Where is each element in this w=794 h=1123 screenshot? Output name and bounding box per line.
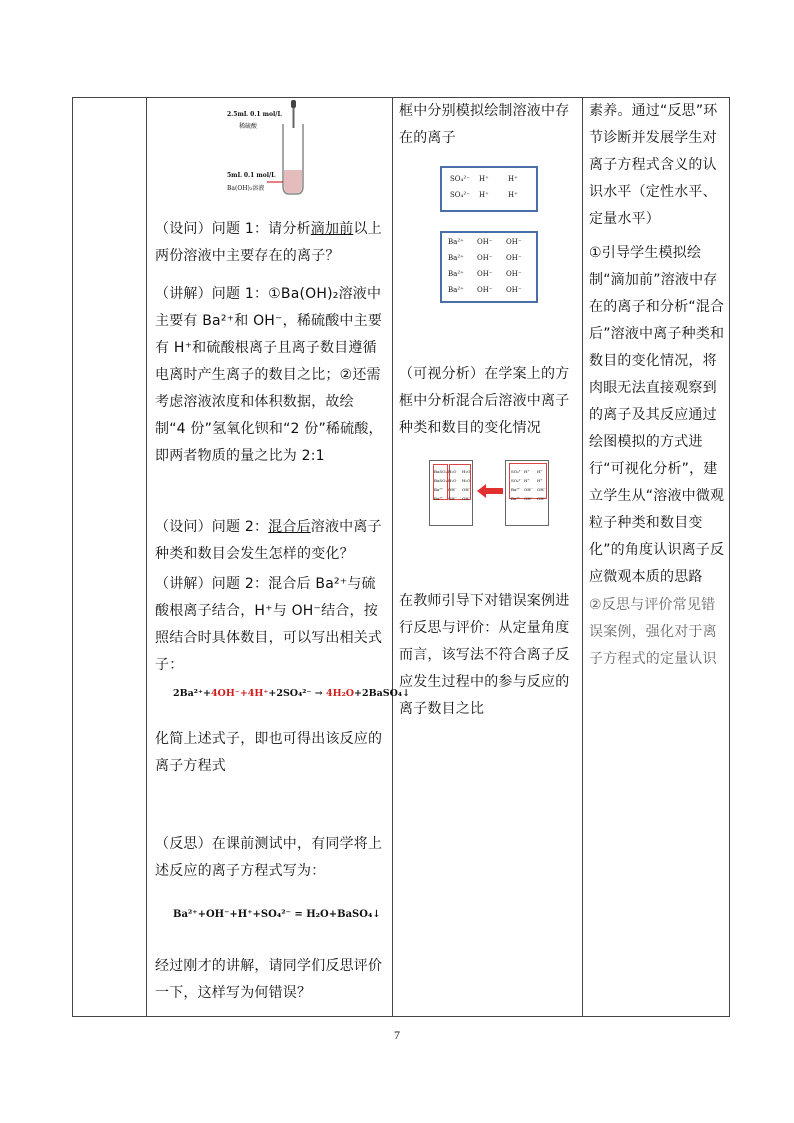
ion-label: H⁺	[479, 191, 489, 199]
arrow-left-icon	[477, 484, 503, 498]
ion-label: Ba²⁺	[511, 496, 521, 501]
ion-label: Ba²⁺	[434, 487, 444, 492]
student-text-1: 框中分别模拟绘制溶液中存在的离子	[399, 103, 570, 146]
ion-label: H⁺	[524, 478, 530, 483]
ion-label: OH⁻	[462, 496, 471, 501]
answer-1: （讲解）问题 1：①Ba(OH)₂溶液中主要有 Ba²⁺和 OH⁻，稀硫酸中主要有 H⁺和硫酸根离子且离子数目遵循电离时产生离子的数目之比；②还需考虑溶液浓度和体积数据，故绘制“4 份”氢氧化钡和“2 份”稀硫酸，即两者物质的量之比为 2:1	[155, 286, 383, 464]
ion-label: OH⁻	[506, 270, 522, 278]
ion-label: OH⁻	[477, 238, 493, 246]
ion-label: H₂O	[462, 478, 471, 483]
ion-label: H⁺	[537, 478, 543, 483]
ion-label: Ba²⁺	[448, 238, 464, 246]
mixed-solution-box	[429, 460, 473, 526]
ion-label: H₂O	[448, 469, 457, 474]
mixing-diagram	[429, 460, 549, 526]
design-intent-cell	[583, 98, 730, 1016]
ion-label: BaSO₄	[434, 478, 447, 483]
ion-label: OH⁻	[506, 286, 522, 294]
answer-2: （讲解）问题 2：混合后 Ba²⁺与硫酸根离子结合，H⁺与 OH⁻结合，按照结合时具体数目，可以写出相关式子：	[155, 576, 383, 673]
ion-label: OH⁻	[506, 254, 522, 262]
intent-text-1: 素养。通过“反思”环节诊断并发展学生对离子方程式含义的认识水平（定性水平、定量水平）	[589, 103, 718, 227]
ion-label: H₂O	[448, 478, 457, 483]
ion-label: Ba²⁺	[434, 496, 444, 501]
acid-ion-box	[440, 166, 538, 212]
ion-label: SO₄²⁻	[511, 469, 523, 474]
question-1: （设问）问题 1：请分析滴加前以上两份溶液中主要存在的离子？	[155, 221, 382, 264]
ion-label: OH⁻	[477, 286, 493, 294]
student-activity-cell	[393, 98, 582, 1016]
intent-text-3: ②反思与评价常见错误案例，强化对于离子方程式的定量认识	[589, 597, 717, 667]
student-text-3: 在教师引导下对错误案例进行反思与评价：从定量角度而言，该写法不符合离子反应发生过程中的参与反应的离子数目之比	[399, 593, 570, 717]
ion-label: H⁺	[508, 175, 518, 183]
equation-full: 2Ba²⁺+4OH⁻+4H⁺+2SO₄²⁻ → 4H₂O+2BaSO₄↓	[173, 688, 411, 699]
equation-wrong: Ba²⁺+OH⁻+H⁺+SO₄²⁻ = H₂O+BaSO₄↓	[173, 909, 381, 920]
ion-label: Ba²⁺	[448, 270, 464, 278]
ion-label: SO₄²⁻	[450, 191, 470, 199]
reflection-question: 经过刚才的讲解，请同学们反思评价一下，这样写为何错误？	[155, 958, 383, 1001]
question-2: （设问）问题 2：混合后溶液中离子种类和数目会发生怎样的变化？	[155, 519, 382, 562]
ion-label: SO₄²⁻	[450, 175, 470, 183]
base-ion-box	[440, 231, 538, 303]
ion-label: Ba²⁺	[448, 254, 464, 262]
simplify-text: 化简上述式子，即也可得出该反应的离子方程式	[155, 731, 383, 774]
reflection-text: （反思）在课前测试中，有同学将上述反应的离子方程式写为：	[155, 836, 383, 879]
ion-label: OH⁻	[537, 496, 546, 501]
ion-label: H⁺	[479, 175, 489, 183]
tube-label-bottom: 5mL 0.1 mol/L	[227, 172, 276, 179]
teacher-activity-cell	[147, 98, 411, 1016]
ion-label: H₂O	[462, 469, 471, 474]
tube-label-top: 2.5mL 0.1 mol/L	[227, 111, 282, 118]
ion-label: OH⁻	[448, 496, 457, 501]
tube-label-top2: 稀硫酸	[239, 123, 258, 130]
ion-label: H⁺	[537, 469, 543, 474]
ion-label: OH⁻	[477, 270, 493, 278]
page-number: 7	[394, 1028, 400, 1042]
before-mix-box	[505, 460, 549, 526]
ion-label: OH⁻	[448, 487, 457, 492]
ion-label: BaSO₄	[434, 469, 447, 474]
tube-label-bottom2: Ba(OH)₂溶液	[227, 185, 265, 192]
intent-text-2: ①引导学生模拟绘制“滴加前”溶液中存在的离子和分析“混合后”溶液中离子种类和数目的变化情况，将肉眼无法直接观察到的离子及其反应通过绘图模拟的方式进行“可视化分析”，建立学生从“溶液中微观粒子种类和数目变化”的角度认识离子反应微观本质的思路	[589, 245, 725, 585]
ion-label: Ba²⁺	[511, 487, 521, 492]
lesson-table	[72, 97, 730, 1017]
ion-label: OH⁻	[462, 487, 471, 492]
ion-label: H⁺	[524, 469, 530, 474]
ion-label: H⁺	[508, 191, 518, 199]
ion-label: Ba²⁺	[448, 286, 464, 294]
ion-label: OH⁻	[524, 487, 533, 492]
ion-label: OH⁻	[506, 238, 522, 246]
ion-label: OH⁻	[477, 254, 493, 262]
ion-label: OH⁻	[537, 487, 546, 492]
ion-label: SO₄²⁻	[511, 478, 523, 483]
student-text-2: （可视分析）在学案上的方框中分析混合后溶液中离子种类和数目的变化情况	[399, 366, 570, 436]
ion-label: OH⁻	[524, 496, 533, 501]
